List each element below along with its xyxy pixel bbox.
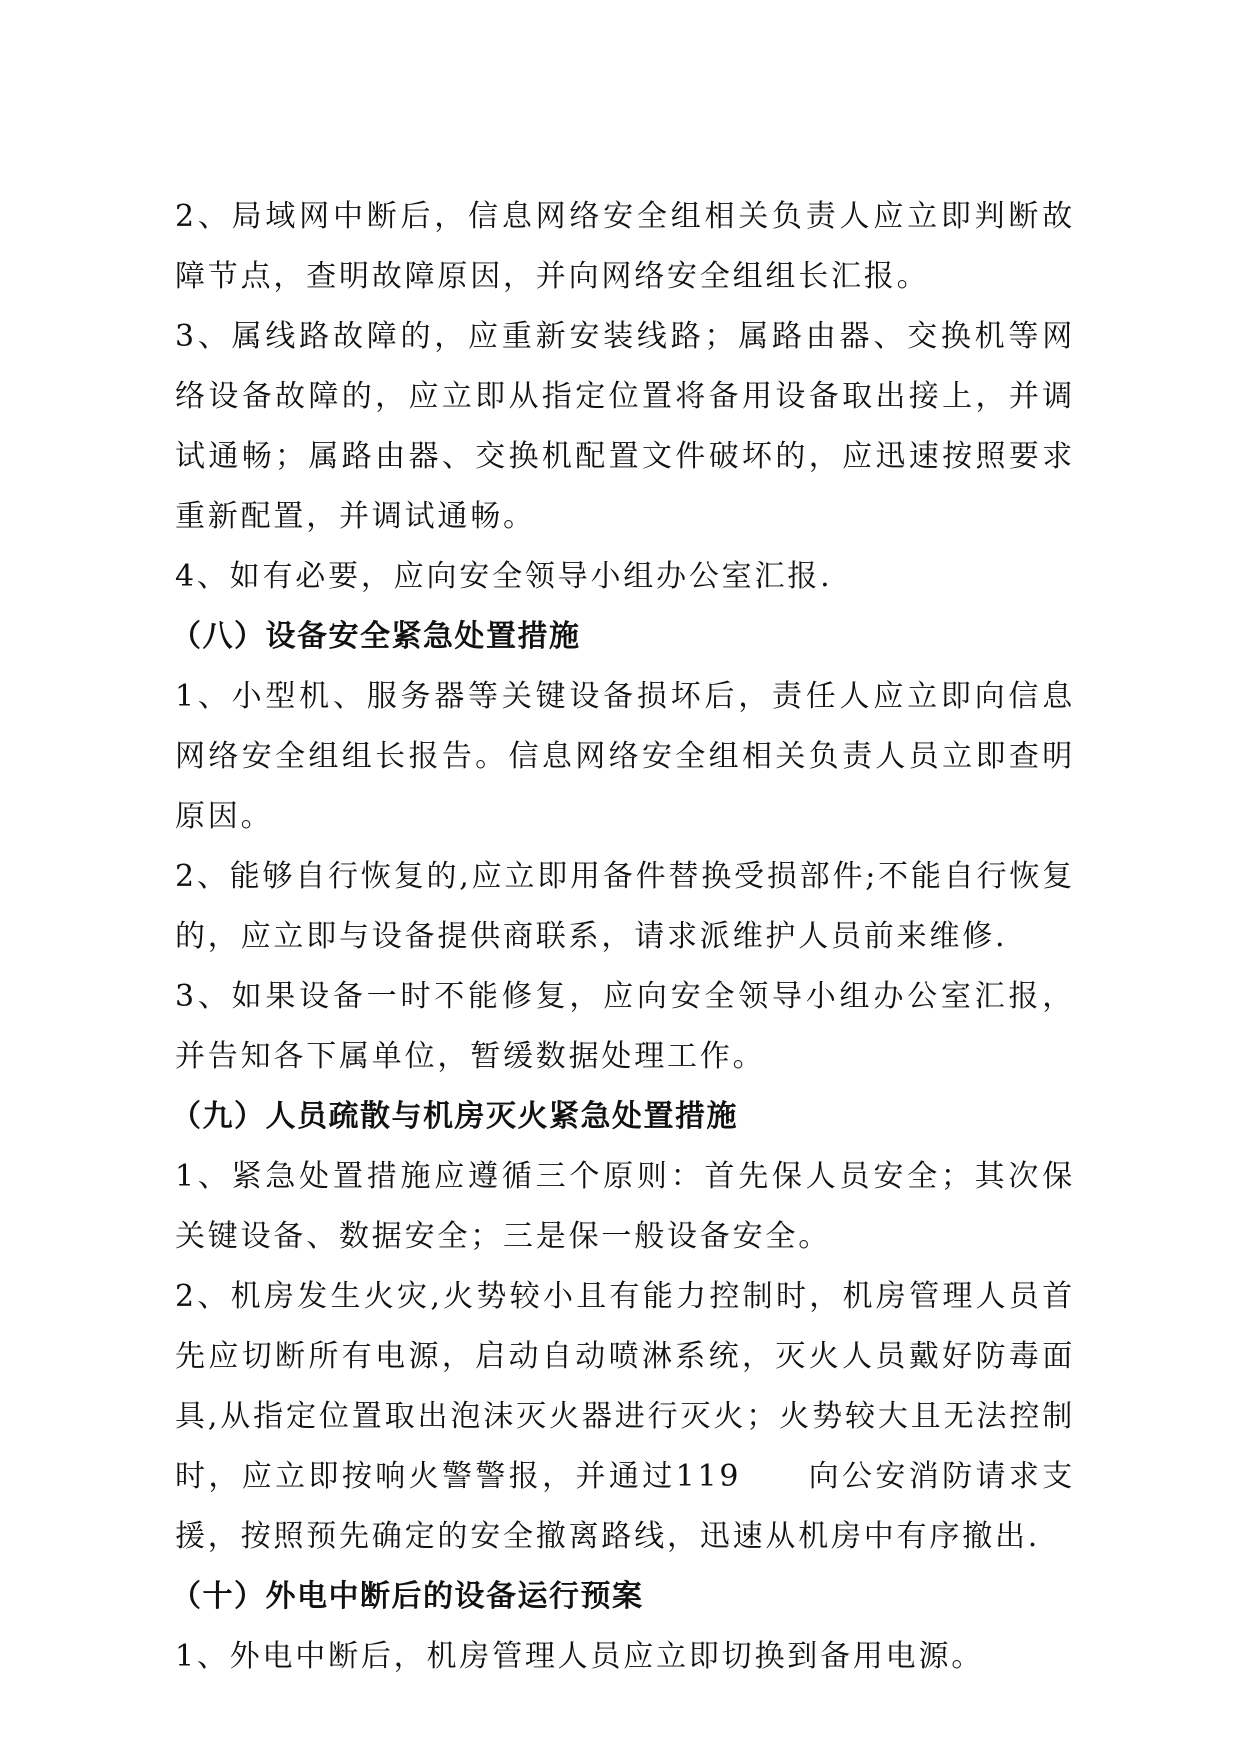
paragraph-three-principles: 1、紧急处置措施应遵循三个原则：首先保人员安全；其次保关键设备、数据安全；三是保一般设备安全。: [175, 1159, 1075, 1254]
section-heading-equipment-safety: （八）设备安全紧急处置措施: [171, 619, 581, 654]
section-heading-power-outage: （十）外电中断后的设备运行预案: [171, 1579, 644, 1614]
section-heading-evacuation-fire: （九）人员疏散与机房灭火紧急处置措施: [171, 1099, 738, 1134]
paragraph-self-recovery: 2、能够自行恢复的,应立即用备件替换受损部件;不能自行恢复的，应立即与设备提供商联系，请求派维护人员前来维修.: [175, 859, 1075, 954]
paragraph-report-if-necessary: 4、如有必要，应向安全领导小组办公室汇报.: [175, 559, 833, 594]
paragraph-equipment-damage: 1、小型机、服务器等关键设备损坏后，责任人应立即向信息网络安全组组长报告。信息网络安全组相关负责人员立即查明原因。: [175, 679, 1075, 834]
paragraph-fire-response: 2、机房发生火灾,火势较小且有能力控制时，机房管理人员首先应切断所有电源，启动自动喷淋系统，灭火人员戴好防毒面具,从指定位置取出泡沫灭火器进行灭火；火势较大且无法控制时，应立即按响火警警报，并通过119 向公安消防请求支援，按照预先确定的安全撤离路线，迅速从机房中有序撤出.: [175, 1279, 1075, 1554]
document-body: [171, 187, 1075, 1687]
paragraph-lan-outage-report: 2、局域网中断后，信息网络安全组相关负责人应立即判断故障节点，查明故障原因，并向网络安全组组长汇报。: [175, 199, 1075, 294]
paragraph-unrepairable: 3、如果设备一时不能修复，应向安全领导小组办公室汇报，并告知各下属单位，暂缓数据处理工作。: [175, 979, 1075, 1074]
paragraph-line-fault: 3、属线路故障的，应重新安装线路；属路由器、交换机等网络设备故障的，应立即从指定位置将备用设备取出接上，并调试通畅；属路由器、交换机配置文件破坏的，应迅速按照要求重新配置，并调试通畅。: [175, 319, 1075, 534]
paragraph-switch-backup-power: 1、外电中断后，机房管理人员应立即切换到备用电源。: [175, 1639, 985, 1674]
